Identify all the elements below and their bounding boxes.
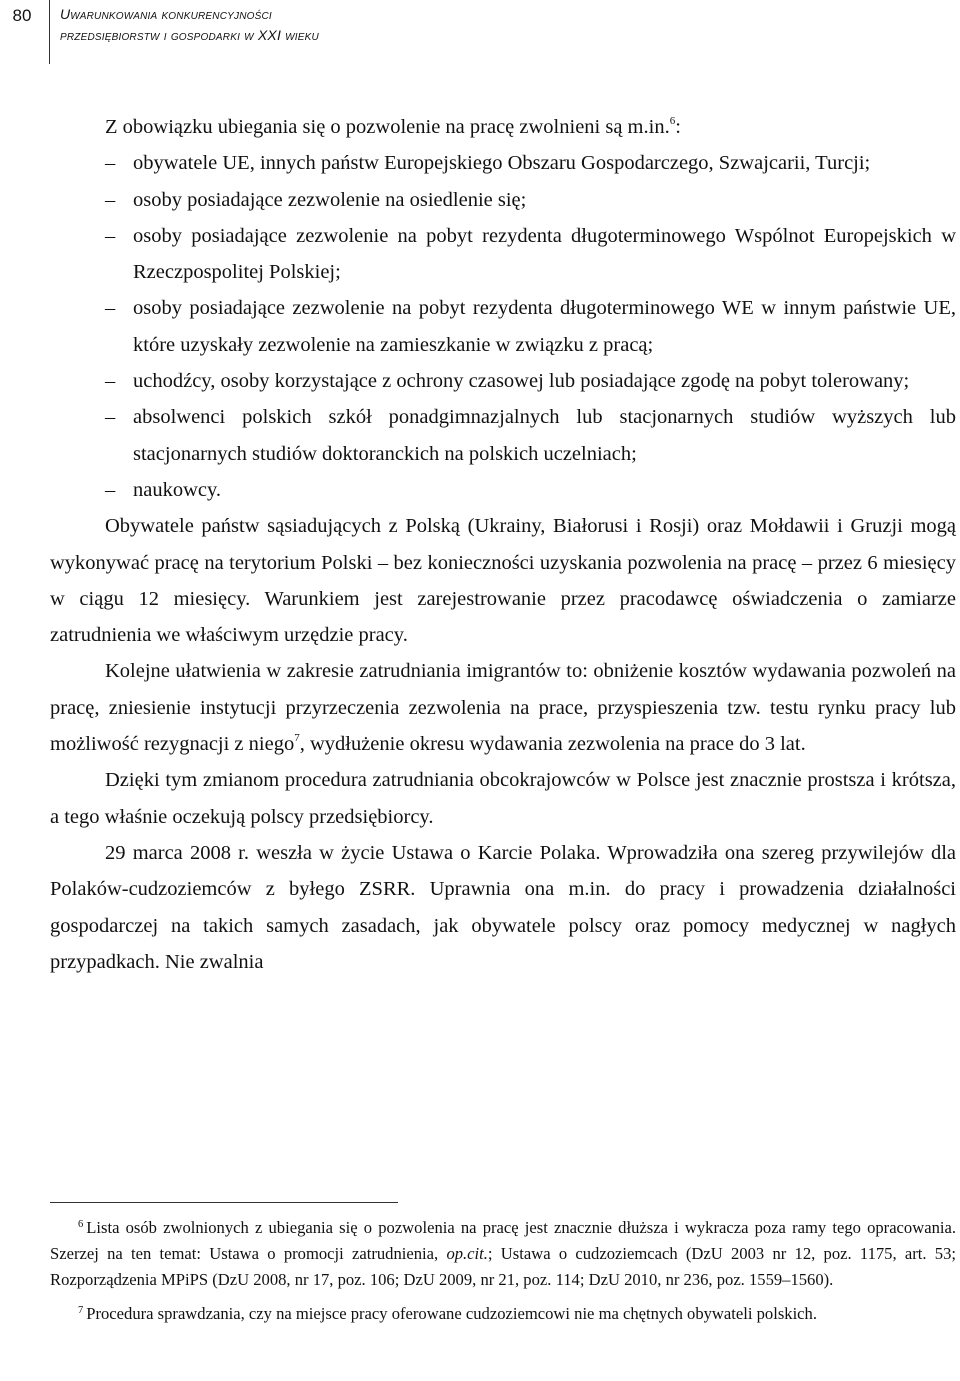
running-title bbox=[60, 4, 319, 46]
list-item-text: uchodźcy, osoby korzystające z ochrony czasowej lub posiadające zgodę na pobyt tolerowany; bbox=[133, 370, 910, 393]
footnotes bbox=[50, 1212, 956, 1333]
list-item bbox=[50, 399, 956, 472]
footnote-ref-7[interactable]: 7 bbox=[294, 732, 300, 745]
header-divider bbox=[49, 0, 50, 64]
running-title-line-1: Uwarunkowania konkurencyjności bbox=[60, 6, 272, 22]
list-item-text: osoby posiadające zezwolenie na pobyt rezydenta długoterminowego Wspólnot Europejskich w Rzeczpospolitej Polskiej; bbox=[133, 224, 956, 284]
paragraph-neighbours: Obywatele państw sąsiadujących z Polską (Ukrainy, Białorusi i Rosji) oraz Mołdawii i Gruzji mogą wykonywać pracę na terytorium Polski – bez konieczności uzyskania pozwolenia na pracę – przez 6 miesięcy w ciągu 12 miesięcy. Warunkiem jest zarejestrowanie przez pracodawcę oświadczenia o zamiarze zatrudnienia we właściwym urzędzie pracy. bbox=[50, 515, 956, 647]
paragraph-text: Kolejne ułatwienia w zakresie zatrudniania imigrantów to: obniżenie kosztów wydawania pozwoleń na pracę, zniesienie instytucji przyrzeczenia zezwolenia na prace, przyspieszenia tzw. testu rynku pracy lub możliwość rezygnacji z niego bbox=[50, 660, 956, 756]
footnote-ref-6[interactable]: 6 bbox=[669, 115, 676, 127]
dash-bullet: – bbox=[105, 370, 116, 393]
footnote-text: Lista osób zwolnionych z ubiegania się o pozwolenia na pracę jest znacznie dłuższa i wykracza poza ramy tego opracowania. Szerzej na ten temat: Ustawa o promocji zatrudnienia, bbox=[50, 1218, 956, 1263]
intro-text: Z obowiązku ubiegania się o pozwolenie na pracę zwolnieni są m.in. bbox=[105, 116, 670, 138]
list-item bbox=[50, 145, 956, 181]
dash-bullet: – bbox=[105, 152, 116, 175]
footnote-text: ; Ustawa o cudzoziemcach (DzU 2003 nr 12, poz. 1175, art. 53; Rozporządzenia MPiPS (DzU 2008, nr 17, poz. 106; DzU 2009, nr 21, poz. 114; DzU 2010, nr 236, poz. 1559–1560). bbox=[50, 1243, 956, 1289]
list-item-text: osoby posiadające zezwolenie na pobyt rezydenta długoterminowego WE w innym państwie UE, które uzyskały zezwolenie na zamieszkanie w związku z pracą; bbox=[133, 297, 956, 356]
footnote-7 bbox=[50, 1298, 956, 1327]
list-item bbox=[50, 182, 956, 218]
paragraph-procedure: Dzięki tym zmianom procedura zatrudniania obcokrajowców w Polsce jest znacznie prostsza i krótsza, a tego właśnie oczekują polscy przedsiębiorcy. bbox=[50, 769, 956, 828]
list-item bbox=[50, 218, 956, 291]
dash-bullet: – bbox=[105, 188, 116, 211]
page-number: 80 bbox=[12, 6, 32, 25]
list-item-text: absolwenci polskich szkół ponadgimnazjalnych lub stacjonarnych studiów wyższych lub stacjonarnych studiów doktoranckich na polskich uczelniach; bbox=[133, 406, 956, 465]
footnote-number: 7 bbox=[78, 1305, 84, 1317]
intro-paragraph bbox=[50, 109, 956, 145]
dash-bullet: – bbox=[105, 224, 116, 247]
list-item-text: obywatele UE, innych państw Europejskiego Obszaru Gospodarczego, Szwajcarii, Turcji; bbox=[133, 152, 871, 175]
list-item bbox=[50, 363, 956, 399]
dash-bullet: – bbox=[105, 297, 116, 320]
list-item bbox=[50, 472, 956, 508]
running-title-line-2: przedsiębiorstw i gospodarki w XXI wieku bbox=[60, 27, 319, 43]
intro-colon: : bbox=[675, 116, 681, 138]
dash-bullet: – bbox=[105, 406, 116, 429]
footnote-text: Procedura sprawdzania, czy na miejsce pracy oferowane cudzoziemcowi nie ma chętnych obywateli polskich. bbox=[86, 1304, 817, 1324]
dash-bullet: – bbox=[105, 478, 116, 501]
page-header bbox=[0, 0, 960, 70]
list-item-text: naukowcy. bbox=[133, 478, 222, 501]
footnote-divider bbox=[50, 1202, 398, 1203]
paragraph-facilitations bbox=[50, 653, 956, 762]
footnote-6 bbox=[50, 1212, 956, 1292]
paragraph-karta-polaka: 29 marca 2008 r. weszła w życie Ustawa o Karcie Polaka. Wprowadziła ona szereg przywilejów dla Polaków-cudzoziemców z byłego ZSRR. Uprawnia ona m.in. do pracy i prowadzenia działalności gospodarczej na takich samych zasadach, jak obywatele polscy oraz pomocy medycznej w nagłych przypadkach. Nie zwalnia bbox=[50, 841, 956, 973]
footnote-citation: op.cit. bbox=[446, 1243, 488, 1263]
footnote-number: 6 bbox=[78, 1219, 84, 1230]
list-item bbox=[50, 290, 956, 363]
main-text bbox=[50, 109, 956, 980]
paragraph-text: , wydłużenie okresu wydawania zezwolenia na prace do 3 lat. bbox=[299, 733, 806, 756]
list-item-text: osoby posiadające zezwolenie na osiedlenie się; bbox=[133, 188, 527, 211]
exemption-list bbox=[50, 145, 956, 508]
